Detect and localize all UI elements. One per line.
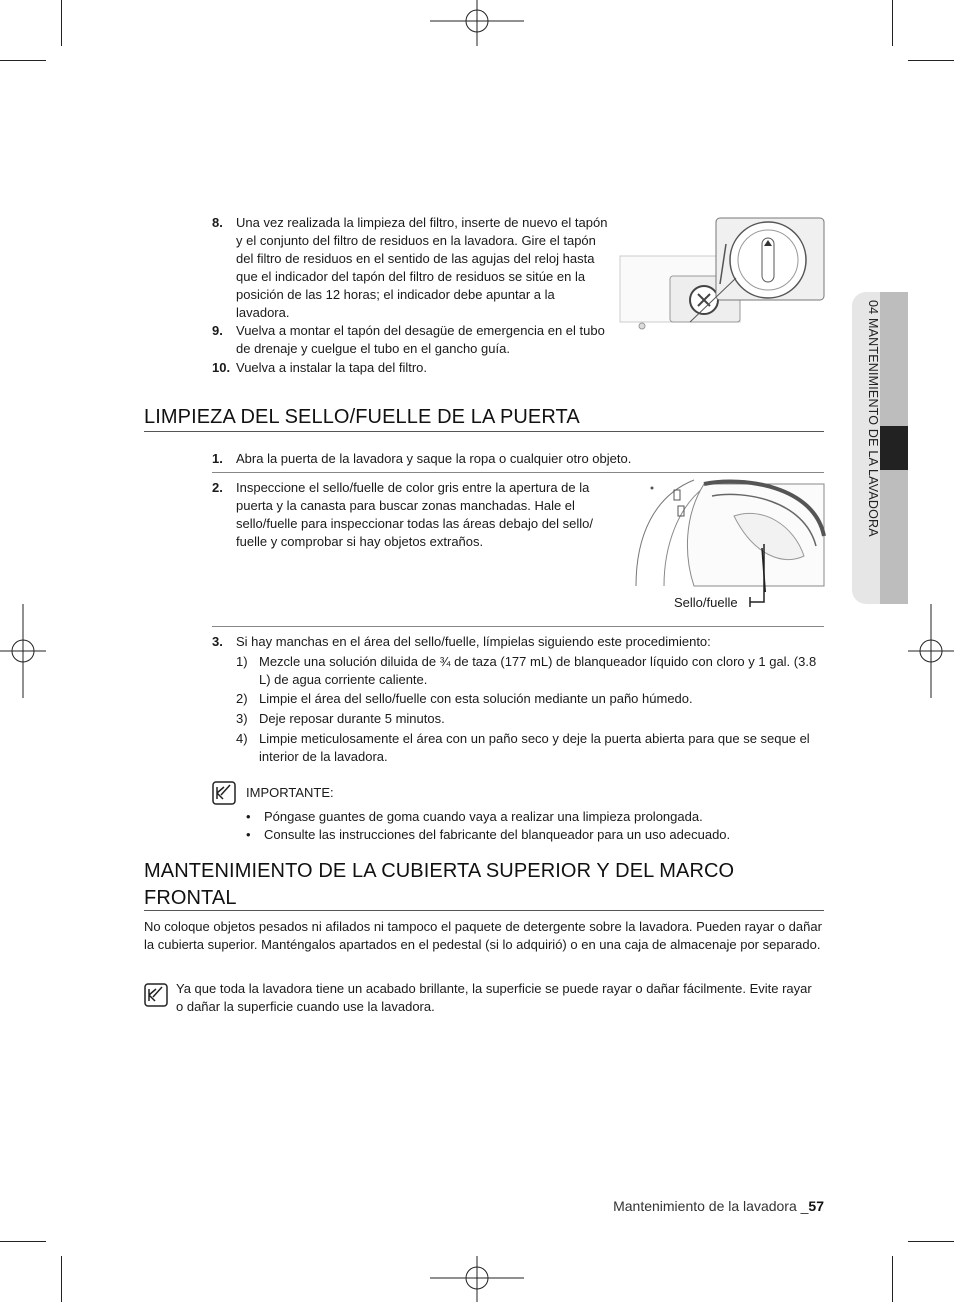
paragraph: No coloque objetos pesados ni afilados ni tampoco el paquete de detergente sobre la lavadora. Pueden rayar o dañar la cubierta superior. Manténgalos apartados en el pedestal (si lo adquirió) o en una caja de almacenaje por separado. [144, 919, 822, 952]
substep-number: 4) [236, 731, 248, 746]
step-number: 2. [212, 480, 223, 495]
note-icon [212, 781, 236, 805]
heading-rule [144, 431, 824, 432]
page-number: 57 [808, 1198, 824, 1214]
step-number: 8. [212, 215, 223, 230]
step-number: 9. [212, 323, 223, 338]
bullet-dot: • [246, 827, 251, 842]
registration-mark-bottom [430, 1256, 524, 1302]
callout-line [744, 540, 774, 610]
side-tab-label: 04 MANTENIMIENTO DE LA LAVADORA [866, 300, 880, 537]
substep-text: Deje reposar durante 5 minutos. [259, 711, 445, 726]
note-bullet: Póngase guantes de goma cuando vaya a realizar una limpieza prolongada. [264, 809, 703, 824]
step-text: Vuelva a instalar la tapa del filtro. [236, 360, 428, 375]
section-heading: LIMPIEZA DEL SELLO/FUELLE DE LA PUERTA [144, 406, 580, 428]
section-heading-cont: FRONTAL [144, 887, 237, 909]
note-icon [144, 983, 168, 1007]
step-number: 3. [212, 634, 223, 649]
section-heading: MANTENIMIENTO DE LA CUBIERTA SUPERIOR Y DEL MARCO [144, 860, 735, 882]
step-text: Una vez realizada la limpieza del filtro, inserte de nuevo el tapón y el conjunto del filtro de residuos en la lavadora. Gire el tapón del filtro de residuos en el sentido de las agujas del reloj hasta que el indicador del tapón del filtro de residuos se sitúe en la posición de las 12 horas; el indicador debe apuntar a la lavadora. [236, 215, 608, 320]
substep-text: Mezcle una solución diluida de ¾ de taza (177 mL) de blanqueador líquido con cloro y 1 gal. (3.8 L) de agua corriente caliente. [259, 654, 817, 687]
bullet-dot: • [246, 809, 251, 824]
side-tab-marker [880, 426, 908, 470]
substep-text: Limpie el área del sello/fuelle con esta solución mediante un paño húmedo. [259, 691, 693, 706]
step-text: Si hay manchas en el área del sello/fuelle, límpielas siguiendo este procedimiento: [236, 634, 711, 649]
substep-number: 3) [236, 711, 248, 726]
registration-mark-right [908, 604, 954, 698]
page-footer [613, 1198, 824, 1214]
substep-number: 1) [236, 654, 248, 669]
substep-text: Limpie meticulosamente el área con un paño seco y deje la puerta abierta para que se seque el interior de la lavadora. [259, 731, 810, 764]
registration-mark-top [430, 0, 524, 46]
heading-rule [144, 910, 824, 911]
step-number: 1. [212, 451, 223, 466]
figure-label: Sello/fuelle [674, 595, 738, 610]
note-bullet: Consulte las instrucciones del fabricante del blanqueador para un uso adecuado. [264, 827, 731, 842]
step-text: Vuelva a montar el tapón del desagüe de emergencia en el tubo de drenaje y cuelgue el tubo en el gancho guía. [236, 323, 605, 356]
step-text: Abra la puerta de la lavadora y saque la ropa o cualquier otro objeto. [236, 451, 632, 466]
divider [212, 626, 824, 627]
footer-text: Mantenimiento de la lavadora _ [613, 1198, 809, 1214]
note-title: IMPORTANTE: [246, 785, 334, 800]
door-seal-illustration [634, 476, 826, 592]
step-number: 10. [212, 360, 231, 375]
step-text: Inspeccione el sello/fuelle de color gris entre la apertura de la puerta y la canasta para buscar zonas manchadas. Hale el sello/fuelle para inspeccionar todas las áreas debajo del sello/ fuelle y comprobar si hay objetos extraños. [236, 480, 593, 549]
filter-cap-illustration [618, 214, 828, 330]
note-text: Ya que toda la lavadora tiene un acabado brillante, la superficie se puede rayar o dañar fácilmente. Evite rayar o dañar la superficie cuando use la lavadora. [176, 981, 812, 1014]
divider [212, 472, 824, 473]
substep-number: 2) [236, 691, 248, 706]
registration-mark-left [0, 604, 46, 698]
